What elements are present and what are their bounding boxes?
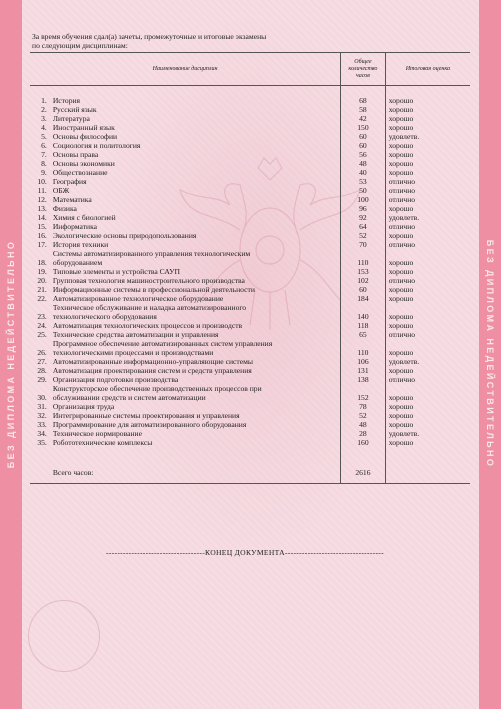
subject-name <box>50 249 341 267</box>
subject-hours: 70 <box>341 240 386 249</box>
subject-name-line: Обществознание <box>52 168 108 177</box>
subject-name <box>50 303 341 321</box>
subject-name-line: Социология и политология <box>52 141 141 150</box>
subject-name <box>50 141 341 150</box>
subject-number: 14. <box>37 213 47 222</box>
subject-name <box>50 294 341 303</box>
total-hours: 2616 <box>341 461 386 484</box>
subject-hours: 100 <box>341 195 386 204</box>
table-row <box>30 123 470 132</box>
subject-number: 7. <box>41 150 47 159</box>
subject-number: 5. <box>41 132 47 141</box>
subject-name <box>50 384 341 402</box>
table-row <box>30 249 470 267</box>
subject-hours: 131 <box>341 366 386 375</box>
subject-name <box>50 366 341 375</box>
grades-table <box>30 52 470 484</box>
subject-grade: хорошо <box>388 96 414 105</box>
subject-name-line: Основы экономики <box>52 159 115 168</box>
intro-line-1: За время обучения сдал(а) зачеты, промежуточные и итоговые экзамены <box>32 32 267 41</box>
subject-name-line: Техническое нормирование <box>52 429 142 438</box>
table-row <box>30 141 470 150</box>
table-row <box>30 339 470 357</box>
table-row <box>30 366 470 375</box>
subject-name <box>50 159 341 168</box>
subject-grade: хорошо <box>388 402 414 411</box>
subject-name <box>50 402 341 411</box>
table-row <box>30 285 470 294</box>
subject-name-line: Автоматизация технологических процессов и производств <box>52 321 243 330</box>
subject-grade: удовлетв. <box>388 132 420 141</box>
subject-grade: отлично <box>388 186 416 195</box>
subject-number: 18. <box>37 258 47 267</box>
subject-number: 30. <box>37 393 47 402</box>
faint-stamp-mark <box>28 600 100 672</box>
subject-hours: 60 <box>341 141 386 150</box>
side-label-right: БЕЗ ДИПЛОМА НЕДЕЙСТВИТЕЛЬНО <box>485 239 495 469</box>
subject-hours: 150 <box>341 123 386 132</box>
subject-hours: 160 <box>341 438 386 447</box>
subject-name-line: Организация труда <box>52 402 115 411</box>
subject-grade: хорошо <box>388 141 414 150</box>
subject-number: 24. <box>37 321 47 330</box>
table-row <box>30 159 470 168</box>
left-security-strip <box>0 0 22 709</box>
subject-grade: удовлетв. <box>388 213 420 222</box>
subject-name <box>50 339 341 357</box>
subject-number: 3. <box>41 114 47 123</box>
header-discipline: Наименование дисциплин <box>30 53 341 86</box>
subject-grade: хорошо <box>388 123 414 132</box>
subject-number: 35. <box>37 438 47 447</box>
subject-hours: 92 <box>341 213 386 222</box>
table-row <box>30 132 470 141</box>
subject-name-line: Информатика <box>52 222 98 231</box>
subject-grade: хорошо <box>388 267 414 276</box>
subject-grade: хорошо <box>388 159 414 168</box>
subject-grade: хорошо <box>388 420 414 429</box>
subject-hours: 96 <box>341 204 386 213</box>
subject-name-line: Технические средства автоматизации и управления <box>52 330 219 339</box>
subject-hours: 153 <box>341 267 386 276</box>
subject-name <box>50 375 341 384</box>
subject-name <box>50 321 341 330</box>
grades-table-body <box>30 86 470 448</box>
subject-grade: хорошо <box>388 366 414 375</box>
subject-name-line: Основы права <box>52 150 99 159</box>
subject-grade: хорошо <box>388 411 414 420</box>
table-row <box>30 105 470 114</box>
subject-name-line: Организация подготовки производства <box>52 375 179 384</box>
intro-line-2: по следующим дисциплинам: <box>32 41 128 50</box>
total-label: Всего часов: <box>50 461 341 484</box>
subject-name <box>50 267 341 276</box>
subject-name-line: технологического оборудования <box>52 312 157 321</box>
table-row <box>30 294 470 303</box>
subject-name-line: Автоматизированное технологическое оборудование <box>52 294 224 303</box>
table-row <box>30 357 470 366</box>
subject-name <box>50 96 341 105</box>
subject-hours: 78 <box>341 402 386 411</box>
subject-number: 32. <box>37 411 47 420</box>
subject-name <box>50 429 341 438</box>
table-row <box>30 267 470 276</box>
subject-number: 15. <box>37 222 47 231</box>
subject-hours: 40 <box>341 168 386 177</box>
table-row <box>30 429 470 438</box>
table-row <box>30 420 470 429</box>
subject-name-line: Химия с биологией <box>52 213 116 222</box>
subject-hours: 60 <box>341 132 386 141</box>
subject-hours: 184 <box>341 294 386 303</box>
table-row <box>30 303 470 321</box>
table-row <box>30 411 470 420</box>
subject-hours: 152 <box>341 384 386 402</box>
subject-grade: хорошо <box>388 168 414 177</box>
subject-hours: 102 <box>341 276 386 285</box>
subject-grade: отлично <box>388 177 416 186</box>
subject-name-line: Техническое обслуживание и наладка автоматизированного <box>52 303 247 312</box>
subject-number: 25. <box>37 330 47 339</box>
subject-grade: удовлетв. <box>388 429 420 438</box>
subject-hours: 118 <box>341 321 386 330</box>
subject-name-line: ОБЖ <box>52 186 70 195</box>
subject-name-line: История техники <box>52 240 109 249</box>
side-label-left: БЕЗ ДИПЛОМА НЕДЕЙСТВИТЕЛЬНО <box>6 239 16 469</box>
subject-name-line: Программное обеспечение автоматизированных систем управления <box>52 339 273 348</box>
subject-name <box>50 132 341 141</box>
subject-name-line: Экологические основы природопользования <box>52 231 197 240</box>
subject-name-line: Математика <box>52 195 92 204</box>
subject-number: 13. <box>37 204 47 213</box>
subject-name-line: Русский язык <box>52 105 97 114</box>
subject-grade: хорошо <box>388 204 414 213</box>
subject-number: 6. <box>41 141 47 150</box>
subject-name-line: Информационные системы в профессиональной деятельности <box>52 285 255 294</box>
subject-name <box>50 411 341 420</box>
subject-name <box>50 213 341 222</box>
subject-hours: 28 <box>341 429 386 438</box>
subject-grade: хорошо <box>388 114 414 123</box>
subject-hours: 52 <box>341 231 386 240</box>
subject-name <box>50 150 341 159</box>
subject-grade: хорошо <box>388 285 414 294</box>
table-row <box>30 186 470 195</box>
subject-hours: 48 <box>341 420 386 429</box>
subject-grade: хорошо <box>388 348 414 357</box>
subject-name <box>50 123 341 132</box>
subject-number: 34. <box>37 429 47 438</box>
subject-number: 8. <box>41 159 47 168</box>
subject-number: 4. <box>41 123 47 132</box>
subject-number: 23. <box>37 312 47 321</box>
table-row <box>30 96 470 105</box>
total-row <box>30 461 470 484</box>
table-row <box>30 213 470 222</box>
subject-hours: 60 <box>341 285 386 294</box>
subject-name-line: Физика <box>52 204 77 213</box>
table-row <box>30 195 470 204</box>
subject-name <box>50 186 341 195</box>
subject-number: 21. <box>37 285 47 294</box>
subject-name-line: Групповая технология машиностроительного производства <box>52 276 245 285</box>
subject-number: 27. <box>37 357 47 366</box>
subject-grade: хорошо <box>388 438 414 447</box>
subject-grade: отлично <box>388 240 416 249</box>
subject-number: 1. <box>41 96 47 105</box>
subject-hours: 42 <box>341 114 386 123</box>
subject-name <box>50 105 341 114</box>
subject-name-line: оборудованием <box>52 258 103 267</box>
table-row <box>30 168 470 177</box>
table-header-row <box>30 53 470 86</box>
subject-hours: 138 <box>341 375 386 384</box>
subject-name <box>50 240 341 249</box>
subject-name-line: Типовые элементы и устройства САУП <box>52 267 181 276</box>
subject-number: 9. <box>41 168 47 177</box>
subject-grade: хорошо <box>388 321 414 330</box>
subject-number: 11. <box>37 186 47 195</box>
subject-number: 28. <box>37 366 47 375</box>
subject-grade: отлично <box>388 375 416 384</box>
subject-grade: хорошо <box>388 258 414 267</box>
subject-hours: 58 <box>341 105 386 114</box>
subject-name <box>50 357 341 366</box>
subject-number: 16. <box>37 231 47 240</box>
subject-name-line: Программирование для автоматизированного оборудования <box>52 420 247 429</box>
table-row <box>30 204 470 213</box>
subject-hours: 64 <box>341 222 386 231</box>
table-row <box>30 222 470 231</box>
subject-name <box>50 114 341 123</box>
subject-name <box>50 222 341 231</box>
subject-name-line: Литература <box>52 114 90 123</box>
subject-hours: 50 <box>341 186 386 195</box>
table-row <box>30 321 470 330</box>
subject-number: 29. <box>37 375 47 384</box>
intro-text <box>32 32 352 50</box>
table-row <box>30 177 470 186</box>
subject-number: 17. <box>37 240 47 249</box>
table-row <box>30 231 470 240</box>
subject-name-line: обслуживании средств и систем автоматизации <box>52 393 206 402</box>
subject-number: 20. <box>37 276 47 285</box>
subject-grade: отлично <box>388 330 416 339</box>
subject-number: 12. <box>37 195 47 204</box>
header-grade: Итоговая оценка <box>385 53 470 86</box>
table-row <box>30 438 470 447</box>
table-row <box>30 402 470 411</box>
subject-name-line: Робототехнические комплексы <box>52 438 153 447</box>
subject-number: 31. <box>37 402 47 411</box>
table-row <box>30 375 470 384</box>
subject-hours: 65 <box>341 330 386 339</box>
subject-grade: отлично <box>388 276 416 285</box>
subject-name-line: Основы философии <box>52 132 118 141</box>
subject-hours: 110 <box>341 249 386 267</box>
table-row <box>30 276 470 285</box>
subject-number: 19. <box>37 267 47 276</box>
subject-grade: хорошо <box>388 294 414 303</box>
table-row <box>30 150 470 159</box>
subject-name <box>50 177 341 186</box>
subject-name-line: технологическими процессами и производствами <box>52 348 214 357</box>
subject-number: 26. <box>37 348 47 357</box>
subject-name <box>50 438 341 447</box>
subject-name <box>50 195 341 204</box>
subject-grade: хорошо <box>388 105 414 114</box>
subject-name <box>50 231 341 240</box>
subject-name-line: Автоматизация проектирования систем и средств управления <box>52 366 252 375</box>
subject-name <box>50 285 341 294</box>
subject-hours: 140 <box>341 303 386 321</box>
subject-name-line: Системы автоматизированного управления технологическим <box>52 249 251 258</box>
subject-name-line: Иностранный язык <box>52 123 115 132</box>
subject-name <box>50 168 341 177</box>
subject-name-line: История <box>52 96 81 105</box>
right-security-strip <box>479 0 501 709</box>
header-hours: Общее количество часов <box>341 53 386 86</box>
subject-name <box>50 204 341 213</box>
subject-grade: хорошо <box>388 231 414 240</box>
subject-grade: хорошо <box>388 150 414 159</box>
subject-hours: 68 <box>341 96 386 105</box>
subject-name-line: Автоматизированные информационно-управляющие системы <box>52 357 253 366</box>
subject-grade: хорошо <box>388 312 414 321</box>
subject-grade: удовлетв. <box>388 357 420 366</box>
subject-hours: 106 <box>341 357 386 366</box>
subject-hours: 56 <box>341 150 386 159</box>
subject-name-line: Интегрированные системы проектирования и управления <box>52 411 240 420</box>
subject-hours: 53 <box>341 177 386 186</box>
subject-name-line: Конструкторское обеспечение производственных процессов при <box>52 384 262 393</box>
table-row <box>30 114 470 123</box>
subject-grade: отлично <box>388 195 416 204</box>
subject-name-line: География <box>52 177 87 186</box>
subject-number: 10. <box>37 177 47 186</box>
subject-hours: 110 <box>341 339 386 357</box>
subject-name <box>50 420 341 429</box>
subject-grade: хорошо <box>388 393 414 402</box>
end-of-document: -----------------------------------КОНЕЦ ДОКУМЕНТА----------------------------------- <box>106 548 384 557</box>
subject-grade: отлично <box>388 222 416 231</box>
table-row <box>30 330 470 339</box>
subject-hours: 48 <box>341 159 386 168</box>
subject-name <box>50 276 341 285</box>
subject-number: 22. <box>37 294 47 303</box>
table-row <box>30 384 470 402</box>
subject-number: 2. <box>41 105 47 114</box>
subject-name <box>50 330 341 339</box>
table-row <box>30 240 470 249</box>
subject-number: 33. <box>37 420 47 429</box>
subject-hours: 52 <box>341 411 386 420</box>
